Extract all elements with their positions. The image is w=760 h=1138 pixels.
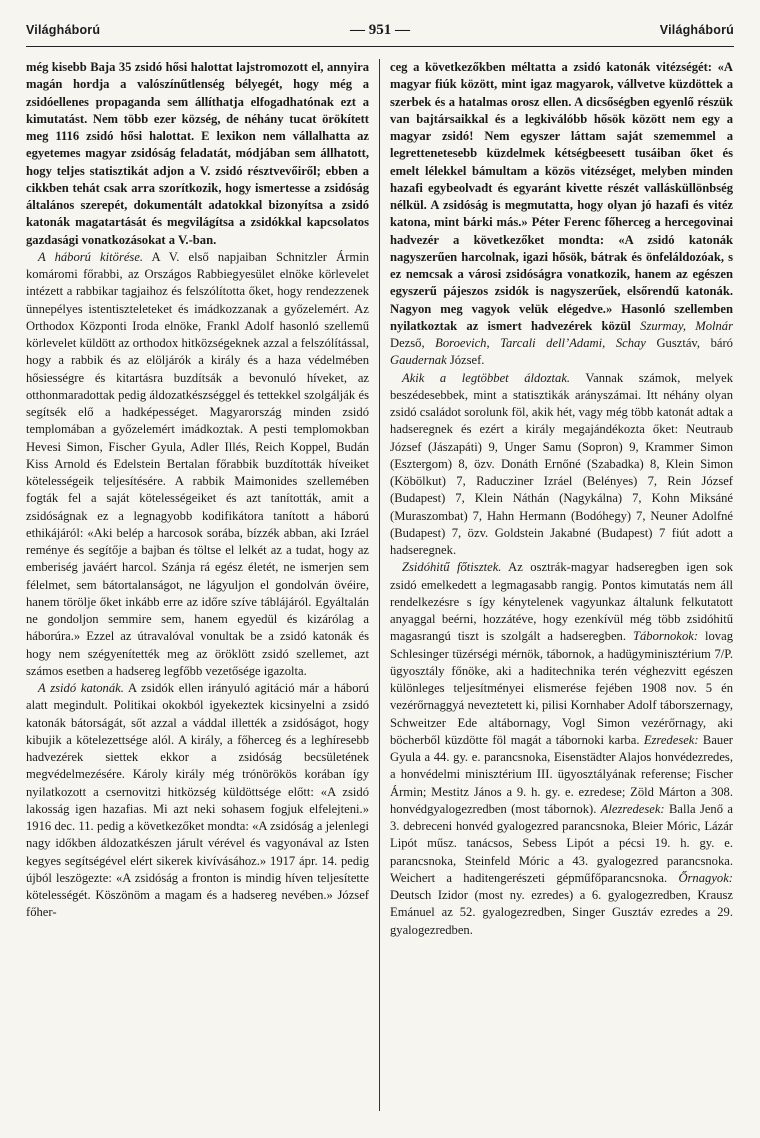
section-title-officers: Zsidóhitű főtisztek. xyxy=(402,560,502,575)
paragraph-war-outbreak xyxy=(26,249,369,680)
paragraph-text: Gusztáv, báró xyxy=(645,336,733,350)
subheading-lt-colonels: Alezredesek: xyxy=(600,801,665,816)
paragraph-text: A zsidók ellen irányuló agitáció már a háború alatt megindult. Politikai okokból igyekeztek kicsinyelni a zsidó katonák bátorságát, sőt azzal a váddal illették a zsidóságot, hogy kibujik a kötelezettsége alól. A király, a főherceg és a leghíresebb hadvezérek siettek ekkor a zsidóság becsületének megvédelmezésére. Károly király még trónörökös korában így nyilatkozott a csernovitzi hitközség küldöttsége előtt: «A zsidó lakosság igen hazafias. Mi azt neki sohasem fogjuk elfelejteni.» 1916 dec. 11. pedig a következőket mondta: «A zsidóság a jelenlegi nagy időkben áldozatkészen járult vérével és vagyonával az Isten kegyes segítségével elért sikerek kivívásához.» 1917 ápr. 14. pedig újból leszögezte: «A zsidóság a fronton is mindig híven teljesítette kötelességét. Köszönöm a magam és a hadsereg nevében.» József főher- xyxy=(26,681,370,920)
paragraph-text: Az osztrák-magyar hadseregben igen sok zsidó emelkedett a legmagasabb rangig. Pontos kimutatás nem áll rendelkezésre s így kénytelenek vagyunkaz általunk felkutatott anyaggal beérni, hozzátéve, hogy ezenkívül még több zsidóhitű magasrangú tiszt is szolgált a hadseregben. xyxy=(390,560,733,644)
section-title-jewish-soldiers: A zsidó katonák. xyxy=(38,681,124,695)
paragraph-text: Vannak számok, melyek beszédesebbek, mint a statisztikák arányszámai. Itt néhány olyan zsidó családot sorolunk föl, akik hét, vagy még több katonát adtak a hadseregnek és ezért a király megajándékozta őket: xyxy=(390,370,733,437)
paragraph-officers xyxy=(390,559,733,939)
paragraph-sacrifices xyxy=(390,370,733,560)
paragraph-archduke-quotes xyxy=(390,59,733,370)
page-number: — 951 — xyxy=(350,22,410,38)
text-columns xyxy=(26,59,734,1129)
paragraph-text: ceg a következőkben méltatta a zsidó katonák vitézségét: «A magyar fiúk között, mint igaz magyarok, vállvetve küzdöttek a szerbek és a hatalmas orosz ellen. A dicsőségben egyenlő részük van bajtársaikkal és a legkiválóbb hősök között nem egy a magyar zsidó! Nem egyszer láttam saját szememmel a legrettenetesebb küzdelmek kétségbeesett tusáiban őket és emelt lélekkel bámultam a közös vitézséget, melyben minden hazafi egybeolvadt és egyaránt kivette részét vallásküllönbség nélkül. A zsidóság is megmutatta, hogy olyan jó hazafi és vitéz katona, mint bárki más.» Péter Ferenc főherceg a hercegovinai hadvezér a következőket mondta: «A zsidó katonák nagyszerűen harcolnak, igazi hősök, bátrak és önfeláldozóak, s ez nemcsak a városi zsidóságra vonatkozik, hanem az egészen egyszerű pájeszos zsidók is nagyszerűek, elsőrendű katonák. Nagyon meg vagyok velük elégedve.» Hasonló szellemben nyilatkoztak az ismert hadvezérek közül xyxy=(390,60,733,333)
paragraph-text: lovag Schlesinger tüzérségi mérnök, tábornok, a hadügyminisztérium 7/P. ügyosztály főnöke, aki a haditechnika terén véghezvitt egészen különleges teljesítményei elismerése fejében 1908 nov. 5 én vezérőrnaggyá neveztetett ki, pilisi Kornhaber Adolf táborszernagy, Schweitzer Ede altábornagy, Vogl Simon vezérőrnagy, aki böcherből küzdötte föl magát a tábornoki karba. xyxy=(390,629,733,747)
family-list: Neutraub József (Jászapáti) 9, Unger Samu (Sopron) 9, Krammer Simon (Esztergom) 8, özv. Donáth Ernőné (Szabadka) 8, Klein Simon (Köbölkut) 7, Raducziner Izráel (Belényes) 7, Rein József (Budapest) 7, Klein Náthán (Nagykálna) 7, Kohn Miksáné (Muraszombat) 7, Hahn Hermann (Bodóhegy) 7, Neuner Adolfné (Budapest) 7, özv. Goldstein Jakabné (Budapest) 7 fiút adott a hadseregnek. xyxy=(390,422,733,557)
header-rule xyxy=(26,46,734,47)
section-title-sacrifices: Akik a legtöbbet áldoztak. xyxy=(402,370,571,385)
names-list: Gaudernak xyxy=(390,353,447,368)
names-list: Boroevich, Tarcali dell’Adami, Schay xyxy=(435,336,646,350)
subheading-generals: Tábornokok: xyxy=(632,629,699,644)
paragraph-intro: még kisebb Baja 35 zsidó hősi halottat lajstromozott el, annyira magán hordja a valószínűtlenség bélyegét, hogy még a zsidóellenes propaganda sem állíthatja elfogadhatónak ezt a kimutatást. Nem több ezer község, de néhány tucat örökített meg 1116 zsidó hősi halottat. E lexikon nem vállalhatta az egyetemes magyar zsidóság feladatát, módjában sem állhatott, hogy teljes statisztikát adjon a V. zsidó résztvevőiről; ebben a cikkben tehát csak arra szorítkozik, hogy ismertesse a zsidóság általános szerepét, dokumentált adatokkal bizonyítsa a zsidó katonák magatartását és megvilágítsa a zsidókkal kapcsolatos gazdasági vonatkozásokat a V.-ban. xyxy=(26,60,369,247)
names-list: Szurmay, Molnár xyxy=(640,318,733,333)
running-head-right: Világháború xyxy=(659,23,734,37)
left-column xyxy=(26,59,369,1129)
paragraph-text: A V. első napjaiban Schnitzler Ármin komáromi főrabbi, az Országos Rabbiegyesület elnöke körlevelet intézett a rabbikar tagjaihoz és felszólította őket, hogy rendezzenek ünnepélyes istentiszteleteket és imádkozzanak a győzelemért. Az Orthodox Központi Iroda elnöke, Frankl Adolf hasonló szellemű körlevelet küldött az orthodox hitközségeknek azzal a felszólítással, hogy a rabbik és az elöljárók a király és a haza védelmében hősiességre és kitartásra buzdítsák a bevonuló híveket, az otthonmaradottak pedig áldozatkészséggel és tettekkel szolgálják és segítsék elő a hadképességet. Magyarország minden zsidó templomában a győzelemért imádkoztak. A pesti templomokban Hevesi Simon, Fischer Gyula, Adler Illés, Reich Koppel, Budán Kiss Arnold és Edelstein Bertalan főrabbik buzdították híveiket kötelességeik teljesítésére. A rabbik Maimonides szellemében fogták fel a saját kötelességeiket és azt tanították, amit a zsidóságnak ez a legnagyobb kodifikátora tanított a háború ethikájáról: «Aki belép a harcosok sorába, bízzék abban, aki Izráel reménye és segítője a bajban és töltse el lelkét az a tudat, hogy az emberiség javáért harcol. Szánja rá egész életét, ne ismerjen sem félelmet, sem bátortalanságot, ne lágyuljon el gondolván övéire, hanem törölje őket inkább erre az időre szíve táblájáról. Egyáltalán ne gondoljon semmire sem, hanem egyedül és kizárólag a háborúra.» Ezzel az útravalóval vonultak be a zsidó katonák és hogy nem szégyenítették meg az öröklött zsidó szellemet, azt számos esetben a hadsereg legfőbb vezetősége igazolta. xyxy=(26,249,369,678)
right-column xyxy=(390,59,733,1129)
paragraph-text: Dezső, xyxy=(390,336,436,350)
running-head-left: Világháború xyxy=(26,23,101,37)
paragraph-text: Bauer Gyula a 44. gy. e. parancsnoka, Eisenstädter Alajos honvédezredes, a honvédelmi minisztérium III. ügyosztályának referense; Fischer Ármin; Mestitz János a 9. h. gy. e. ezredese; Zöld Márton a 308. honvédgyalogezredben (most tábornok). xyxy=(390,732,733,816)
column-divider xyxy=(379,59,380,1111)
paragraph-text: József. xyxy=(446,353,485,368)
running-header xyxy=(26,22,734,44)
paragraph-text: Balla Jenő a 3. debreceni honvéd gyalogezred parancsnoka, Bleier Móric, Lázár Lipót műsz. tanácsos, Sebess Lipót a pécsi 19. h. gy. e. parancsnoka, Steinfeld Móric a 43. gyalogezred parancsnoka. Weichert a haditengerészeti gépműfőparancsnoka. xyxy=(390,801,733,885)
paragraph-text: Deutsch Izidor (most ny. ezredes) a 6. gyalogezredben, Krausz Emánuel az 52. gyalogezredben, Singer Gusztáv ezredes a 29. gyalogezredben. xyxy=(390,888,733,937)
subheading-majors: Őrnagyok: xyxy=(678,870,733,885)
subheading-colonels: Ezredesek: xyxy=(643,732,699,747)
section-title-war-outbreak: A háború kitörése. xyxy=(38,249,144,264)
paragraph-jewish-soldiers xyxy=(26,680,369,922)
